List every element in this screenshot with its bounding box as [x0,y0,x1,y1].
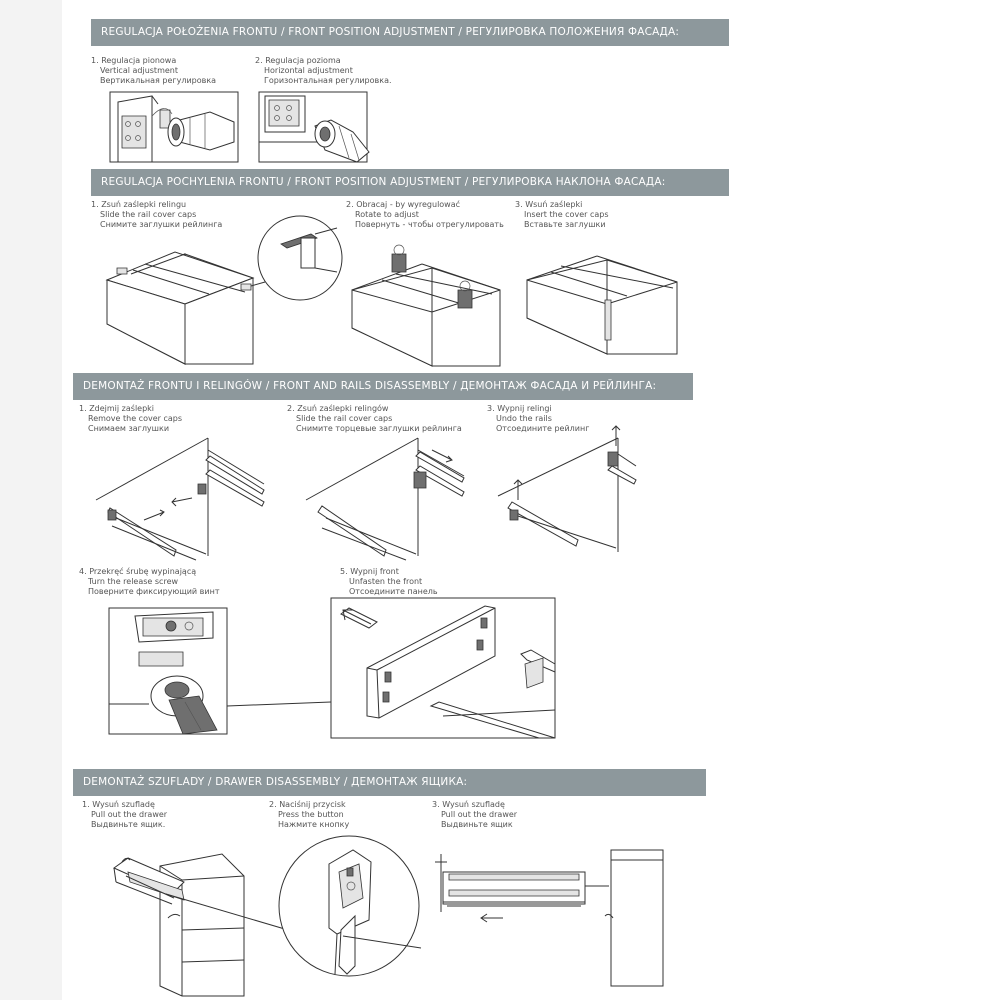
drawer-side-pull-illustration [433,846,665,986]
step-insert-cover-caps: 3. Wsuń zaślepki Insert the cover caps Вставьте заглушки [515,200,609,229]
step-rotate-to-adjust: 2. Obracaj - by wyregulować Rotate to adjust Повернуть - чтобы отрегулировать [346,200,504,229]
section-header-drawer-disassembly: DEMONTAŻ SZUFLADY / DRAWER DISASSEMBLY / ДЕМОНТАЖ ЯЩИКА: [73,769,706,796]
cabinet-pull-out-illustration [112,836,252,998]
release-screw-illustration [109,608,234,736]
vertical-adjustment-illustration [110,92,240,164]
step-slide-rails-caps: 2. Zsuń zaślepki relingów Slide the rail cover caps Снимите торцевые заглушки рейлинга [287,404,462,433]
section-header-front-tilt: REGULACJA POCHYLENIA FRONTU / FRONT POSITION ADJUSTMENT / РЕГУЛИРОВКА НАКЛОНА ФАСАДА: [91,169,729,196]
section-header-front-rails-disassembly: DEMONTAŻ FRONTU I RELINGÓW / FRONT AND RAILS DISASSEMBLY / ДЕМОНТАЖ ФАСАДА И РЕЙЛИНГА: [73,373,693,400]
press-button-magnifier-illustration [279,824,421,1000]
step-undo-rails: 3. Wypnij relingi Undo the rails Отсоедините рейлинг [487,404,590,433]
step-pull-out-drawer-1: 1. Wysuń szufladę Pull out the drawer Выдвиньте ящик. [82,800,168,829]
remove-caps-illustration [96,436,266,560]
undo-rails-illustration [498,424,638,554]
step-press-button: 2. Naciśnij przycisk Press the button Нажмите кнопку [269,800,350,829]
drawer-caps-removal-illustration [105,204,345,366]
drawer-rotate-adjust-illustration [352,232,522,367]
horizontal-adjustment-illustration [259,92,389,164]
step-unfasten-front: 5. Wypnij front Unfasten the front Отсоедините панель [340,567,438,596]
unfasten-front-illustration [331,598,557,740]
step-pull-out-drawer-2: 3. Wysuń szufladę Pull out the drawer Выдвиньте ящик [432,800,518,829]
section-header-front-position: REGULACJA POŁOŻENIA FRONTU / FRONT POSITION ADJUSTMENT / РЕГУЛИРОВКА ПОЛОЖЕНИЯ ФАСАДА: [91,19,729,46]
slide-rail-caps-illustration [306,436,466,560]
drawer-caps-inserted-illustration [527,226,687,356]
page-margin [0,0,62,1000]
step-turn-release-screw: 4. Przekręć śrubę wypinającą Turn the release screw Поверните фиксирующий винт [79,567,220,596]
step-horizontal-adjustment: 2. Regulacja pozioma Horizontal adjustment Горизонтальная регулировка. [255,56,392,85]
step-slide-rail-caps: 1. Zsuń zaślepki relingu Slide the rail cover caps Снимите заглушки рейлинга [91,200,223,229]
step-remove-cover-caps: 1. Zdejmij zaślepki Remove the cover caps Снимаем заглушки [79,404,183,433]
step-vertical-adjustment: 1. Regulacja pionowa Vertical adjustment Вертикальная регулировка [91,56,217,85]
